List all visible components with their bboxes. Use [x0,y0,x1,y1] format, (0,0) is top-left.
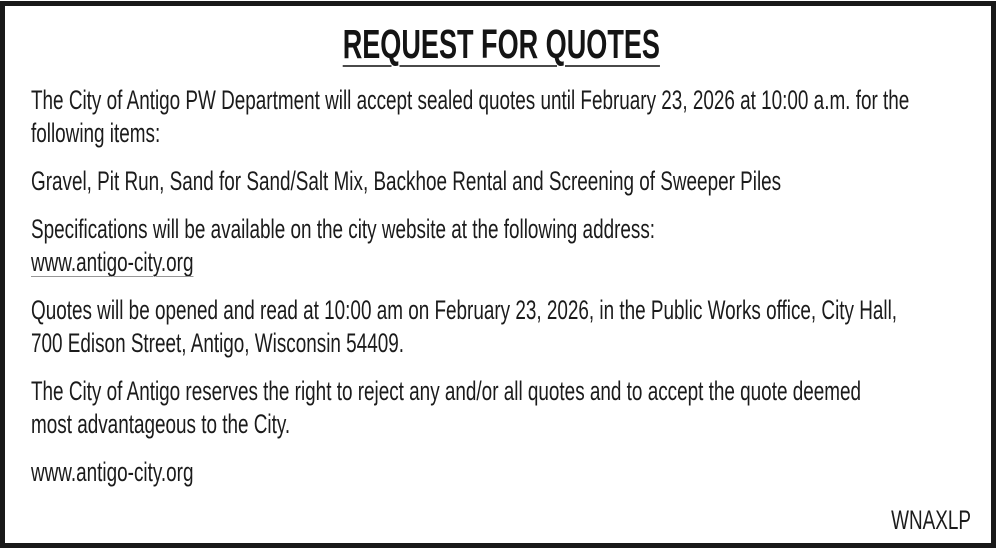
page-title-text: REQUEST FOR QUOTES [342,21,660,67]
website-url-link: www.antigo-city.org [31,247,194,277]
legal-code-wnaxlp: WNAXLP [891,505,971,535]
rights-paragraph [31,375,971,441]
footer-url-paragraph [31,456,971,489]
intro-line-2: following items: [31,118,161,148]
items-paragraph [31,165,971,198]
specifications-paragraph [31,213,971,279]
rights-line-2: most advantageous to the City. [31,409,291,439]
intro-paragraph [31,84,971,150]
page-title [31,22,971,66]
specifications-line: Specifications will be available on the city website at the following address: [31,214,656,244]
intro-line-1: The City of Antigo PW Department will accept sealed quotes until February 23, 2026 at 10:00 a.m. for the [31,85,910,115]
public-notice-box [0,1,996,548]
opening-paragraph [31,294,971,360]
footer-website-url: www.antigo-city.org [31,457,194,487]
items-line: Gravel, Pit Run, Sand for Sand/Salt Mix, Backhoe Rental and Screening of Sweeper Piles [31,166,782,196]
rights-line-1: The City of Antigo reserves the right to reject any and/or all quotes and to accept the quote deemed [31,376,862,406]
opening-line-1: Quotes will be opened and read at 10:00 am on February 23, 2026, in the Public Works office, City Hall, [31,295,898,325]
opening-line-2: 700 Edison Street, Antigo, Wisconsin 54409. [31,328,404,358]
